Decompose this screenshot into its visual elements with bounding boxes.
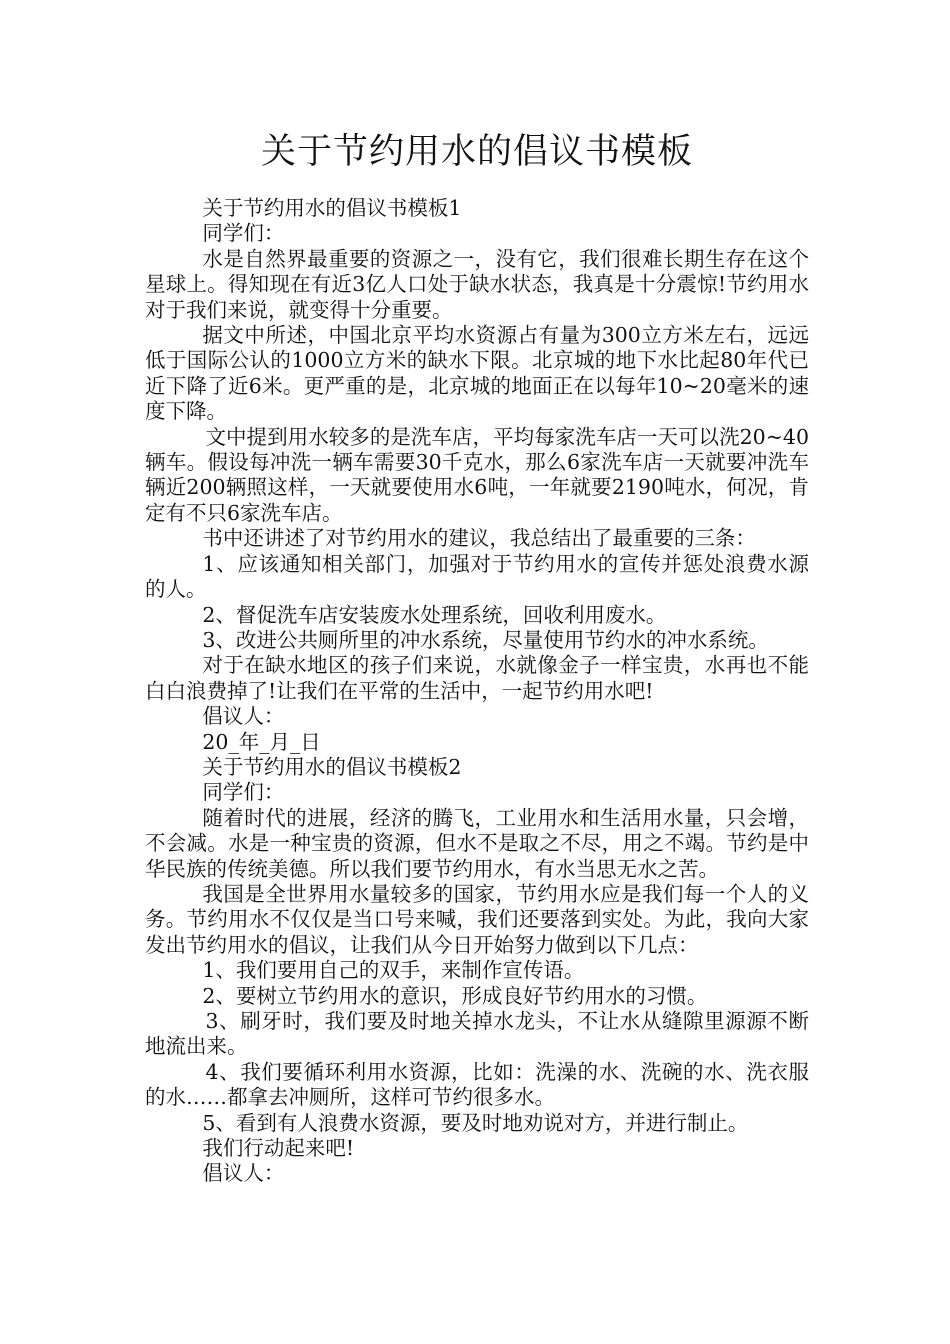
section-heading-1: 关于节约用水的倡议书模板1 bbox=[202, 196, 462, 220]
document-title: 关于节约用水的倡议书模板 bbox=[260, 132, 693, 172]
salutation: 同学们： bbox=[202, 780, 285, 805]
date-line: 20_年_月_日 bbox=[202, 729, 321, 754]
signature-label: 倡议人： bbox=[202, 704, 285, 729]
paragraph: 书中还讲述了对节约用水的建议，我总结出了最重要的三条： bbox=[202, 526, 756, 551]
paragraph: 我国是全世界用水量较多的国家，节约用水应是我们每一个人的义务。节约用水不仅仅是当口号来喊，我们还要落到实处。为此，我向大家发出节约用水的倡议，让我们从今日开始努力做到以下几点： bbox=[145, 881, 809, 957]
paragraph: 对于在缺水地区的孩子们来说，水就像金子一样宝贵，水再也不能白白浪费掉了!让我们在平常的生活中，一起节约用水吧! bbox=[145, 653, 809, 703]
list-item: 4、我们要循环利用水资源，比如：洗澡的水、洗碗的水、洗衣服的水……都拿去冲厕所，这样可节约很多水。 bbox=[145, 1059, 809, 1110]
list-item: 2、督促洗车店安装废水处理系统，回收利用废水。 bbox=[202, 602, 667, 627]
document-page bbox=[145, 130, 809, 1187]
salutation: 同学们： bbox=[202, 221, 285, 246]
list-item: 3、刷牙时，我们要及时地关掉水龙头，不让水从缝隙里源源不断地流出来。 bbox=[145, 1009, 809, 1059]
signature-label: 倡议人： bbox=[202, 1161, 285, 1186]
paragraph: 据文中所述，中国北京平均水资源占有量为300立方米左右，远远低于国际公认的1000立方米的缺水下限。北京城的地下水比起80年代已近下降了近6米。更严重的是，北京城的地面正在以每年10~20毫米的速度下降。 bbox=[145, 323, 809, 424]
paragraph: 随着时代的进展，经济的腾飞，工业用水和生活用水量，只会增，不会减。水是一种宝贵的资源，但水不是取之不尽，用之不竭。节约是中华民族的传统美德。所以我们要节约用水，有水当思无水之苦。 bbox=[145, 805, 809, 881]
section-heading-2: 关于节约用水的倡议书模板2 bbox=[202, 754, 462, 779]
paragraph: 文中提到用水较多的是洗车店，平均每家洗车店一天可以洗20~40辆车。假设每冲洗一辆车需要30千克水，那么6家洗车店一天就要冲洗车辆近200辆照这样，一天就要使用水6吨，一年就要2190吨水，何况，肯定有不只6家洗车店。 bbox=[145, 424, 809, 525]
paragraph: 水是自然界最重要的资源之一，没有它，我们很难长期生存在这个星球上。得知现在有近3亿人口处于缺水状态，我真是十分震惊!节约用水对于我们来说，就变得十分重要。 bbox=[145, 246, 809, 322]
list-item: 1、我们要用自己的双手，来制作宣传语。 bbox=[202, 958, 585, 983]
list-item: 1、应该通知相关部门，加强对于节约用水的宣传并惩处浪费水源的人。 bbox=[145, 551, 809, 602]
closing-line: 我们行动起来吧! bbox=[202, 1136, 355, 1161]
list-item: 5、看到有人浪费水资源，要及时地劝说对方，并进行制止。 bbox=[202, 1110, 749, 1135]
list-item: 3、改进公共厕所里的冲水系统，尽量使用节约水的冲水系统。 bbox=[202, 627, 769, 652]
list-item: 2、要树立节约用水的意识，形成良好节约用水的习惯。 bbox=[202, 983, 708, 1008]
